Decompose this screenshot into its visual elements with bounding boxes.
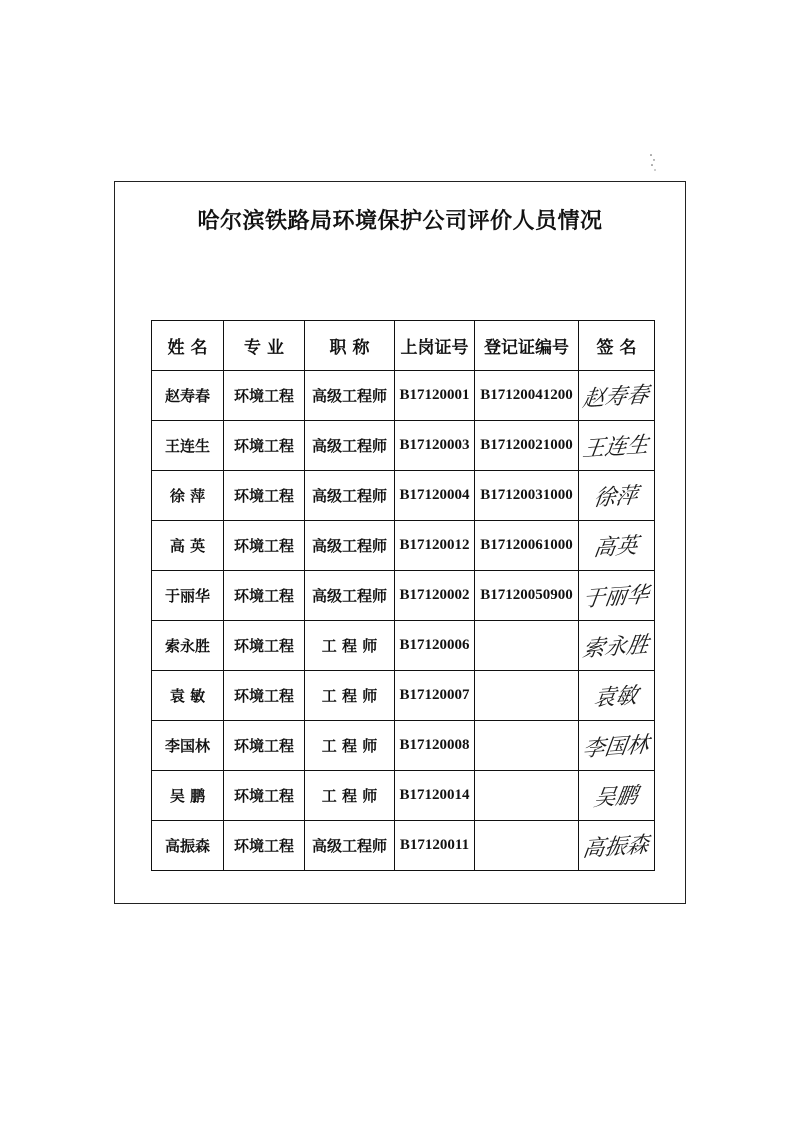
cell-reg-cert (475, 671, 579, 721)
cell-reg-cert: B17120021000 (475, 421, 579, 471)
cell-signature (579, 471, 655, 521)
cell-reg-cert: B17120031000 (475, 471, 579, 521)
document-title: 哈尔滨铁路局环境保护公司评价人员情况 (197, 209, 603, 234)
table-row (152, 371, 655, 421)
handwritten-signature: 赵寿春 (581, 382, 651, 413)
cell-signature (579, 571, 655, 621)
table-row (152, 471, 655, 521)
cell-title: 工 程 师 (305, 721, 395, 771)
cell-name: 王连生 (152, 421, 224, 471)
cell-post-cert: B17120004 (395, 471, 475, 521)
handwritten-signature: 高英 (592, 533, 640, 562)
cell-post-cert: B17120011 (395, 821, 475, 871)
cell-reg-cert (475, 821, 579, 871)
cell-name: 高振森 (152, 821, 224, 871)
cell-signature (579, 771, 655, 821)
header-major: 专 业 (224, 321, 305, 371)
cell-major: 环境工程 (224, 721, 305, 771)
cell-reg-cert (475, 771, 579, 821)
cell-major: 环境工程 (224, 371, 305, 421)
cell-title: 高级工程师 (305, 821, 395, 871)
header-row (152, 321, 655, 371)
cell-signature (579, 721, 655, 771)
cell-signature (579, 521, 655, 571)
table-row (152, 721, 655, 771)
header-post-cert: 上岗证号 (395, 321, 475, 371)
cell-major: 环境工程 (224, 471, 305, 521)
handwritten-signature: 袁敏 (592, 683, 640, 712)
cell-signature (579, 671, 655, 721)
cell-major: 环境工程 (224, 621, 305, 671)
cell-reg-cert: B17120041200 (475, 371, 579, 421)
cell-reg-cert: B17120050900 (475, 571, 579, 621)
handwritten-signature: 索永胜 (581, 632, 651, 663)
table-row (152, 521, 655, 571)
cell-reg-cert (475, 721, 579, 771)
document-frame (114, 181, 686, 904)
cell-signature (579, 621, 655, 671)
handwritten-signature: 吴鹏 (592, 783, 640, 812)
cell-post-cert: B17120003 (395, 421, 475, 471)
table-row (152, 821, 655, 871)
handwritten-signature: 李国林 (581, 732, 651, 763)
cell-major: 环境工程 (224, 671, 305, 721)
handwritten-signature: 王连生 (581, 432, 651, 463)
cell-major: 环境工程 (224, 571, 305, 621)
table-row (152, 571, 655, 621)
cell-post-cert: B17120001 (395, 371, 475, 421)
header-reg-cert: 登记证编号 (475, 321, 579, 371)
staff-table (151, 320, 655, 871)
table-row (152, 421, 655, 471)
cell-name: 索永胜 (152, 621, 224, 671)
handwritten-signature: 于丽华 (581, 582, 651, 613)
header-name: 姓 名 (152, 321, 224, 371)
cell-post-cert: B17120006 (395, 621, 475, 671)
cell-title: 高级工程师 (305, 571, 395, 621)
staff-table-body (152, 371, 655, 871)
handwritten-signature: 高振森 (581, 832, 651, 863)
table-row (152, 771, 655, 821)
cell-post-cert: B17120002 (395, 571, 475, 621)
cell-post-cert: B17120007 (395, 671, 475, 721)
cell-title: 工 程 师 (305, 621, 395, 671)
cell-major: 环境工程 (224, 421, 305, 471)
cell-title: 高级工程师 (305, 521, 395, 571)
scan-speckle (648, 152, 660, 176)
cell-reg-cert (475, 621, 579, 671)
cell-name: 高 英 (152, 521, 224, 571)
cell-title: 高级工程师 (305, 371, 395, 421)
cell-major: 环境工程 (224, 521, 305, 571)
table-row (152, 671, 655, 721)
cell-post-cert: B17120014 (395, 771, 475, 821)
cell-name: 袁 敏 (152, 671, 224, 721)
cell-post-cert: B17120008 (395, 721, 475, 771)
cell-title: 工 程 师 (305, 671, 395, 721)
cell-post-cert: B17120012 (395, 521, 475, 571)
cell-signature (579, 821, 655, 871)
handwritten-signature: 徐萍 (592, 483, 640, 512)
cell-major: 环境工程 (224, 821, 305, 871)
cell-name: 徐 萍 (152, 471, 224, 521)
table-row (152, 621, 655, 671)
cell-title: 工 程 师 (305, 771, 395, 821)
header-signature: 签 名 (579, 321, 655, 371)
cell-signature (579, 371, 655, 421)
header-title: 职 称 (305, 321, 395, 371)
cell-title: 高级工程师 (305, 421, 395, 471)
cell-name: 李国林 (152, 721, 224, 771)
cell-major: 环境工程 (224, 771, 305, 821)
cell-name: 于丽华 (152, 571, 224, 621)
cell-signature (579, 421, 655, 471)
cell-name: 吴 鹏 (152, 771, 224, 821)
cell-reg-cert: B17120061000 (475, 521, 579, 571)
cell-name: 赵寿春 (152, 371, 224, 421)
cell-title: 高级工程师 (305, 471, 395, 521)
